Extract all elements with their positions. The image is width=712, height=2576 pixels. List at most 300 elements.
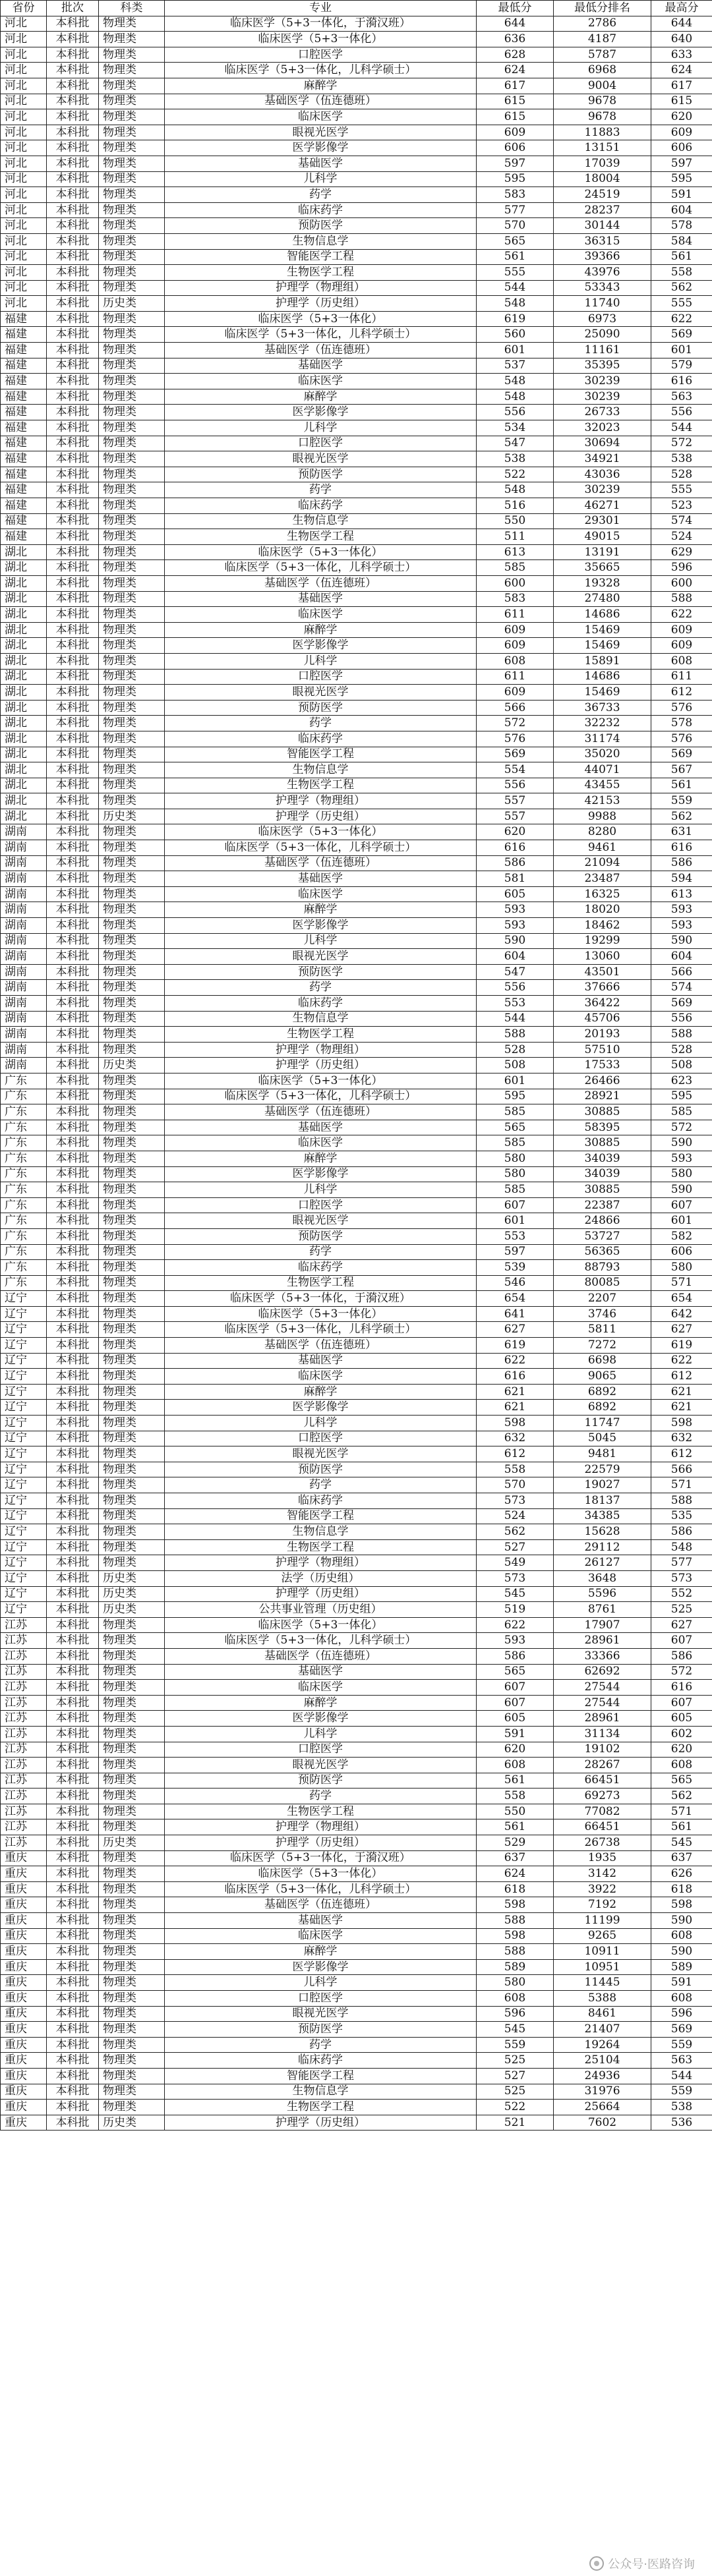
cell-province: 湖北 bbox=[1, 544, 47, 560]
cell-province: 辽宁 bbox=[1, 1524, 47, 1540]
cell-min-score-rank: 20193 bbox=[554, 1027, 651, 1043]
cell-province: 河北 bbox=[1, 94, 47, 109]
cell-batch: 本科批 bbox=[47, 1928, 99, 1944]
cell-major: 临床医学 bbox=[165, 1369, 477, 1385]
table-row bbox=[1, 1338, 712, 1354]
cell-min-score-rank: 28961 bbox=[554, 1633, 651, 1649]
cell-max-score: 580 bbox=[651, 1166, 712, 1182]
cell-max-score: 627 bbox=[651, 1617, 712, 1633]
cell-batch: 本科批 bbox=[47, 1431, 99, 1446]
table-row bbox=[1, 529, 712, 545]
table-row bbox=[1, 964, 712, 980]
table-row bbox=[1, 871, 712, 887]
cell-subject-category: 物理类 bbox=[99, 747, 165, 762]
cell-major: 基础医学 bbox=[165, 871, 477, 887]
cell-province: 福建 bbox=[1, 343, 47, 358]
cell-subject-category: 物理类 bbox=[99, 1991, 165, 2007]
cell-max-score: 629 bbox=[651, 544, 712, 560]
cell-batch: 本科批 bbox=[47, 1089, 99, 1104]
cell-batch: 本科批 bbox=[47, 1555, 99, 1571]
cell-batch: 本科批 bbox=[47, 63, 99, 78]
table-row bbox=[1, 2037, 712, 2053]
cell-min-score-rank: 2207 bbox=[554, 1291, 651, 1307]
cell-min-score-rank: 18137 bbox=[554, 1493, 651, 1509]
cell-max-score: 562 bbox=[651, 809, 712, 824]
cell-max-score: 618 bbox=[651, 1881, 712, 1897]
table-row bbox=[1, 156, 712, 171]
cell-max-score: 605 bbox=[651, 1711, 712, 1727]
cell-min-score: 586 bbox=[477, 855, 554, 871]
cell-min-score-rank: 15469 bbox=[554, 685, 651, 701]
cell-min-score: 637 bbox=[477, 1850, 554, 1866]
cell-batch: 本科批 bbox=[47, 731, 99, 747]
header-min-score-rank: 最低分排名 bbox=[554, 1, 651, 16]
cell-min-score: 628 bbox=[477, 47, 554, 63]
cell-min-score-rank: 7192 bbox=[554, 1897, 651, 1913]
cell-min-score-rank: 9481 bbox=[554, 1446, 651, 1462]
cell-subject-category: 物理类 bbox=[99, 1073, 165, 1089]
cell-subject-category: 物理类 bbox=[99, 1758, 165, 1773]
cell-major: 生物信息学 bbox=[165, 233, 477, 249]
cell-subject-category: 物理类 bbox=[99, 1306, 165, 1322]
cell-major: 医学影像学 bbox=[165, 1166, 477, 1182]
cell-batch: 本科批 bbox=[47, 793, 99, 809]
cell-max-score: 524 bbox=[651, 529, 712, 545]
cell-batch: 本科批 bbox=[47, 1493, 99, 1509]
cell-max-score: 571 bbox=[651, 1275, 712, 1291]
cell-min-score-rank: 19328 bbox=[554, 575, 651, 591]
table-row bbox=[1, 731, 712, 747]
cell-min-score: 595 bbox=[477, 171, 554, 187]
cell-min-score-rank: 2786 bbox=[554, 16, 651, 32]
cell-batch: 本科批 bbox=[47, 1850, 99, 1866]
cell-batch: 本科批 bbox=[47, 1416, 99, 1431]
cell-subject-category: 物理类 bbox=[99, 1633, 165, 1649]
cell-subject-category: 物理类 bbox=[99, 700, 165, 716]
cell-batch: 本科批 bbox=[47, 78, 99, 94]
cell-min-score: 609 bbox=[477, 622, 554, 638]
table-row bbox=[1, 1742, 712, 1758]
cell-min-score-rank: 34385 bbox=[554, 1508, 651, 1524]
cell-subject-category: 物理类 bbox=[99, 94, 165, 109]
cell-major: 口腔医学 bbox=[165, 669, 477, 685]
cell-major: 儿科学 bbox=[165, 420, 477, 436]
table-row bbox=[1, 358, 712, 374]
cell-province: 湖北 bbox=[1, 638, 47, 654]
cell-min-score: 557 bbox=[477, 809, 554, 824]
cell-batch: 本科批 bbox=[47, 949, 99, 965]
cell-subject-category: 物理类 bbox=[99, 622, 165, 638]
cell-min-score-rank: 30144 bbox=[554, 218, 651, 234]
cell-province: 广东 bbox=[1, 1182, 47, 1198]
cell-max-score: 596 bbox=[651, 560, 712, 576]
table-row bbox=[1, 902, 712, 918]
cell-min-score: 604 bbox=[477, 949, 554, 965]
cell-batch: 本科批 bbox=[47, 1664, 99, 1680]
cell-subject-category: 物理类 bbox=[99, 1773, 165, 1789]
cell-province: 重庆 bbox=[1, 2022, 47, 2038]
cell-province: 河北 bbox=[1, 171, 47, 187]
cell-batch: 本科批 bbox=[47, 389, 99, 405]
cell-max-score: 631 bbox=[651, 824, 712, 840]
cell-max-score: 566 bbox=[651, 964, 712, 980]
cell-max-score: 571 bbox=[651, 1477, 712, 1493]
cell-batch: 本科批 bbox=[47, 467, 99, 482]
cell-max-score: 561 bbox=[651, 249, 712, 265]
table-row bbox=[1, 840, 712, 856]
table-row bbox=[1, 1462, 712, 1477]
cell-subject-category: 物理类 bbox=[99, 125, 165, 140]
cell-min-score: 585 bbox=[477, 1182, 554, 1198]
cell-major: 基础医学（伍连德班） bbox=[165, 1648, 477, 1664]
cell-subject-category: 物理类 bbox=[99, 1353, 165, 1369]
cell-batch: 本科批 bbox=[47, 1058, 99, 1073]
cell-min-score-rank: 23487 bbox=[554, 871, 651, 887]
cell-province: 湖北 bbox=[1, 591, 47, 607]
cell-min-score: 569 bbox=[477, 747, 554, 762]
cell-min-score-rank: 9988 bbox=[554, 809, 651, 824]
cell-min-score: 522 bbox=[477, 2100, 554, 2115]
cell-subject-category: 物理类 bbox=[99, 311, 165, 327]
cell-subject-category: 物理类 bbox=[99, 1959, 165, 1975]
cell-major: 麻醉学 bbox=[165, 1944, 477, 1960]
cell-major: 生物医学工程 bbox=[165, 1804, 477, 1819]
cell-max-score: 545 bbox=[651, 1835, 712, 1851]
cell-subject-category: 物理类 bbox=[99, 140, 165, 156]
cell-province: 湖北 bbox=[1, 747, 47, 762]
cell-province: 重庆 bbox=[1, 1897, 47, 1913]
cell-min-score-rank: 5811 bbox=[554, 1322, 651, 1338]
cell-subject-category: 物理类 bbox=[99, 389, 165, 405]
cell-major: 护理学（历史组） bbox=[165, 1835, 477, 1851]
cell-min-score-rank: 18004 bbox=[554, 171, 651, 187]
cell-min-score: 554 bbox=[477, 762, 554, 778]
cell-min-score-rank: 14686 bbox=[554, 669, 651, 685]
cell-min-score: 570 bbox=[477, 218, 554, 234]
cell-major: 预防医学 bbox=[165, 467, 477, 482]
cell-min-score: 588 bbox=[477, 1027, 554, 1043]
cell-province: 湖南 bbox=[1, 933, 47, 949]
cell-min-score: 601 bbox=[477, 1213, 554, 1229]
cell-min-score: 586 bbox=[477, 1648, 554, 1664]
table-row bbox=[1, 16, 712, 32]
table-row bbox=[1, 1711, 712, 1727]
cell-major: 基础医学 bbox=[165, 358, 477, 374]
cell-subject-category: 物理类 bbox=[99, 1213, 165, 1229]
cell-min-score: 621 bbox=[477, 1384, 554, 1400]
cell-major: 临床药学 bbox=[165, 996, 477, 1012]
cell-batch: 本科批 bbox=[47, 2037, 99, 2053]
cell-subject-category: 物理类 bbox=[99, 1819, 165, 1835]
cell-batch: 本科批 bbox=[47, 451, 99, 467]
table-row bbox=[1, 265, 712, 281]
cell-province: 重庆 bbox=[1, 2084, 47, 2100]
cell-max-score: 579 bbox=[651, 358, 712, 374]
table-row bbox=[1, 1555, 712, 1571]
cell-min-score: 548 bbox=[477, 374, 554, 389]
cell-min-score: 548 bbox=[477, 389, 554, 405]
cell-min-score-rank: 11883 bbox=[554, 125, 651, 140]
cell-major: 公共事业管理（历史组） bbox=[165, 1602, 477, 1618]
cell-batch: 本科批 bbox=[47, 1291, 99, 1307]
cell-min-score-rank: 19299 bbox=[554, 933, 651, 949]
table-row bbox=[1, 2084, 712, 2100]
cell-batch: 本科批 bbox=[47, 918, 99, 934]
cell-max-score: 525 bbox=[651, 1602, 712, 1618]
cell-min-score-rank: 28921 bbox=[554, 1089, 651, 1104]
cell-batch: 本科批 bbox=[47, 1151, 99, 1166]
cell-major: 医学影像学 bbox=[165, 140, 477, 156]
cell-province: 江苏 bbox=[1, 1648, 47, 1664]
cell-batch: 本科批 bbox=[47, 933, 99, 949]
cell-subject-category: 物理类 bbox=[99, 653, 165, 669]
cell-batch: 本科批 bbox=[47, 1881, 99, 1897]
cell-max-score: 616 bbox=[651, 374, 712, 389]
cell-min-score-rank: 8280 bbox=[554, 824, 651, 840]
cell-major: 临床医学（5+3一体化，于漪汉班） bbox=[165, 1850, 477, 1866]
cell-province: 江苏 bbox=[1, 1758, 47, 1773]
cell-min-score: 613 bbox=[477, 544, 554, 560]
cell-max-score: 591 bbox=[651, 1975, 712, 1991]
cell-subject-category: 物理类 bbox=[99, 1228, 165, 1244]
cell-subject-category: 物理类 bbox=[99, 1182, 165, 1198]
cell-min-score: 595 bbox=[477, 1089, 554, 1104]
cell-min-score-rank: 35020 bbox=[554, 747, 651, 762]
cell-max-score: 569 bbox=[651, 747, 712, 762]
cell-major: 临床药学 bbox=[165, 2053, 477, 2069]
cell-province: 辽宁 bbox=[1, 1570, 47, 1586]
cell-min-score-rank: 27544 bbox=[554, 1695, 651, 1711]
cell-province: 河北 bbox=[1, 280, 47, 296]
cell-min-score-rank: 34921 bbox=[554, 451, 651, 467]
cell-batch: 本科批 bbox=[47, 669, 99, 685]
cell-major: 临床医学（5+3一体化） bbox=[165, 544, 477, 560]
cell-province: 河北 bbox=[1, 140, 47, 156]
cell-subject-category: 物理类 bbox=[99, 902, 165, 918]
cell-batch: 本科批 bbox=[47, 1602, 99, 1618]
cell-batch: 本科批 bbox=[47, 622, 99, 638]
cell-min-score: 597 bbox=[477, 1244, 554, 1260]
cell-min-score-rank: 15628 bbox=[554, 1524, 651, 1540]
cell-major: 儿科学 bbox=[165, 1975, 477, 1991]
cell-subject-category: 物理类 bbox=[99, 607, 165, 623]
cell-batch: 本科批 bbox=[47, 653, 99, 669]
cell-province: 湖南 bbox=[1, 1058, 47, 1073]
cell-batch: 本科批 bbox=[47, 156, 99, 171]
cell-max-score: 622 bbox=[651, 607, 712, 623]
cell-min-score-rank: 30885 bbox=[554, 1135, 651, 1151]
cell-batch: 本科批 bbox=[47, 1260, 99, 1276]
cell-max-score: 589 bbox=[651, 1959, 712, 1975]
cell-province: 河北 bbox=[1, 125, 47, 140]
cell-min-score: 558 bbox=[477, 1789, 554, 1804]
table-row bbox=[1, 1260, 712, 1276]
table-body bbox=[1, 16, 712, 2131]
cell-min-score-rank: 22579 bbox=[554, 1462, 651, 1477]
table-row bbox=[1, 482, 712, 498]
cell-min-score: 561 bbox=[477, 1773, 554, 1789]
cell-subject-category: 物理类 bbox=[99, 529, 165, 545]
cell-min-score-rank: 31134 bbox=[554, 1726, 651, 1742]
cell-province: 江苏 bbox=[1, 1633, 47, 1649]
table-row bbox=[1, 1166, 712, 1182]
cell-subject-category: 物理类 bbox=[99, 2068, 165, 2084]
cell-province: 湖南 bbox=[1, 855, 47, 871]
table-row bbox=[1, 467, 712, 482]
cell-batch: 本科批 bbox=[47, 1446, 99, 1462]
cell-subject-category: 物理类 bbox=[99, 1104, 165, 1120]
cell-subject-category: 历史类 bbox=[99, 1835, 165, 1851]
cell-batch: 本科批 bbox=[47, 824, 99, 840]
cell-major: 临床医学（5+3一体化，儿科学硕士） bbox=[165, 1881, 477, 1897]
cell-major: 基础医学（伍连德班） bbox=[165, 855, 477, 871]
cell-min-score-rank: 27544 bbox=[554, 1680, 651, 1696]
cell-max-score: 615 bbox=[651, 94, 712, 109]
cell-max-score: 607 bbox=[651, 1695, 712, 1711]
cell-min-score-rank: 15469 bbox=[554, 638, 651, 654]
cell-subject-category: 物理类 bbox=[99, 716, 165, 731]
table-row bbox=[1, 653, 712, 669]
cell-province: 重庆 bbox=[1, 1959, 47, 1975]
cell-province: 福建 bbox=[1, 420, 47, 436]
cell-major: 基础医学（伍连德班） bbox=[165, 1897, 477, 1913]
cell-subject-category: 物理类 bbox=[99, 1850, 165, 1866]
cell-min-score: 527 bbox=[477, 1539, 554, 1555]
cell-batch: 本科批 bbox=[47, 2100, 99, 2115]
cell-max-score: 637 bbox=[651, 1850, 712, 1866]
cell-province: 辽宁 bbox=[1, 1416, 47, 1431]
cell-province: 重庆 bbox=[1, 1850, 47, 1866]
cell-max-score: 562 bbox=[651, 280, 712, 296]
cell-min-score-rank: 45706 bbox=[554, 1011, 651, 1027]
cell-min-score: 644 bbox=[477, 16, 554, 32]
cell-province: 广东 bbox=[1, 1089, 47, 1104]
cell-max-score: 596 bbox=[651, 2006, 712, 2022]
cell-province: 福建 bbox=[1, 405, 47, 420]
cell-max-score: 563 bbox=[651, 389, 712, 405]
cell-province: 重庆 bbox=[1, 2006, 47, 2022]
cell-major: 临床医学（5+3一体化，儿科学硕士） bbox=[165, 840, 477, 856]
table-row bbox=[1, 1695, 712, 1711]
cell-batch: 本科批 bbox=[47, 809, 99, 824]
cell-min-score: 524 bbox=[477, 1508, 554, 1524]
cell-max-score: 565 bbox=[651, 1773, 712, 1789]
cell-major: 儿科学 bbox=[165, 1416, 477, 1431]
cell-province: 福建 bbox=[1, 358, 47, 374]
cell-min-score-rank: 30239 bbox=[554, 389, 651, 405]
cell-province: 河北 bbox=[1, 187, 47, 203]
cell-subject-category: 物理类 bbox=[99, 1135, 165, 1151]
table-row bbox=[1, 747, 712, 762]
cell-subject-category: 物理类 bbox=[99, 1975, 165, 1991]
cell-max-score: 593 bbox=[651, 902, 712, 918]
cell-batch: 本科批 bbox=[47, 1789, 99, 1804]
table-header-row bbox=[1, 1, 712, 16]
cell-batch: 本科批 bbox=[47, 140, 99, 156]
cell-province: 福建 bbox=[1, 389, 47, 405]
cell-min-score-rank: 53727 bbox=[554, 1228, 651, 1244]
cell-batch: 本科批 bbox=[47, 1135, 99, 1151]
cell-min-score: 606 bbox=[477, 140, 554, 156]
cell-batch: 本科批 bbox=[47, 2022, 99, 2038]
cell-min-score-rank: 18020 bbox=[554, 902, 651, 918]
cell-min-score: 583 bbox=[477, 591, 554, 607]
cell-min-score: 596 bbox=[477, 2006, 554, 2022]
cell-max-score: 609 bbox=[651, 622, 712, 638]
cell-min-score: 516 bbox=[477, 498, 554, 514]
table-row bbox=[1, 327, 712, 343]
table-row bbox=[1, 1804, 712, 1819]
cell-max-score: 544 bbox=[651, 2068, 712, 2084]
table-row bbox=[1, 187, 712, 203]
cell-min-score: 556 bbox=[477, 778, 554, 793]
cell-subject-category: 物理类 bbox=[99, 1400, 165, 1416]
cell-batch: 本科批 bbox=[47, 1213, 99, 1229]
cell-min-score: 577 bbox=[477, 202, 554, 218]
cell-subject-category: 物理类 bbox=[99, 482, 165, 498]
table-row bbox=[1, 1664, 712, 1680]
table-row bbox=[1, 1773, 712, 1789]
cell-major: 基础医学 bbox=[165, 1120, 477, 1135]
cell-min-score: 545 bbox=[477, 2022, 554, 2038]
cell-major: 护理学（物理组） bbox=[165, 1819, 477, 1835]
table-row bbox=[1, 918, 712, 934]
cell-max-score: 591 bbox=[651, 187, 712, 203]
cell-min-score-rank: 19027 bbox=[554, 1477, 651, 1493]
cell-major: 生物信息学 bbox=[165, 2084, 477, 2100]
cell-subject-category: 物理类 bbox=[99, 1648, 165, 1664]
cell-batch: 本科批 bbox=[47, 125, 99, 140]
cell-subject-category: 物理类 bbox=[99, 63, 165, 78]
cell-max-score: 585 bbox=[651, 1104, 712, 1120]
cell-min-score-rank: 19264 bbox=[554, 2037, 651, 2053]
cell-min-score-rank: 22387 bbox=[554, 1197, 651, 1213]
cell-subject-category: 物理类 bbox=[99, 731, 165, 747]
cell-province: 辽宁 bbox=[1, 1508, 47, 1524]
cell-min-score-rank: 3746 bbox=[554, 1306, 651, 1322]
cell-major: 智能医学工程 bbox=[165, 2068, 477, 2084]
cell-major: 口腔医学 bbox=[165, 47, 477, 63]
cell-min-score: 557 bbox=[477, 793, 554, 809]
cell-min-score: 632 bbox=[477, 1431, 554, 1446]
cell-province: 湖北 bbox=[1, 731, 47, 747]
cell-min-score: 583 bbox=[477, 187, 554, 203]
cell-major: 临床医学（5+3一体化） bbox=[165, 1073, 477, 1089]
cell-min-score: 565 bbox=[477, 1120, 554, 1135]
cell-batch: 本科批 bbox=[47, 607, 99, 623]
cell-province: 福建 bbox=[1, 482, 47, 498]
cell-province: 辽宁 bbox=[1, 1539, 47, 1555]
cell-min-score: 555 bbox=[477, 265, 554, 281]
table-row bbox=[1, 311, 712, 327]
cell-major: 麻醉学 bbox=[165, 902, 477, 918]
cell-subject-category: 物理类 bbox=[99, 933, 165, 949]
cell-major: 护理学（历史组） bbox=[165, 809, 477, 824]
cell-batch: 本科批 bbox=[47, 1695, 99, 1711]
cell-batch: 本科批 bbox=[47, 1011, 99, 1027]
cell-subject-category: 物理类 bbox=[99, 16, 165, 32]
cell-major: 预防医学 bbox=[165, 1773, 477, 1789]
cell-subject-category: 物理类 bbox=[99, 2022, 165, 2038]
cell-max-score: 574 bbox=[651, 513, 712, 529]
cell-province: 重庆 bbox=[1, 1913, 47, 1929]
table-row bbox=[1, 1789, 712, 1804]
cell-major: 临床医学 bbox=[165, 886, 477, 902]
table-row bbox=[1, 575, 712, 591]
cell-subject-category: 物理类 bbox=[99, 840, 165, 856]
cell-major: 眼视光医学 bbox=[165, 2006, 477, 2022]
cell-province: 湖南 bbox=[1, 886, 47, 902]
